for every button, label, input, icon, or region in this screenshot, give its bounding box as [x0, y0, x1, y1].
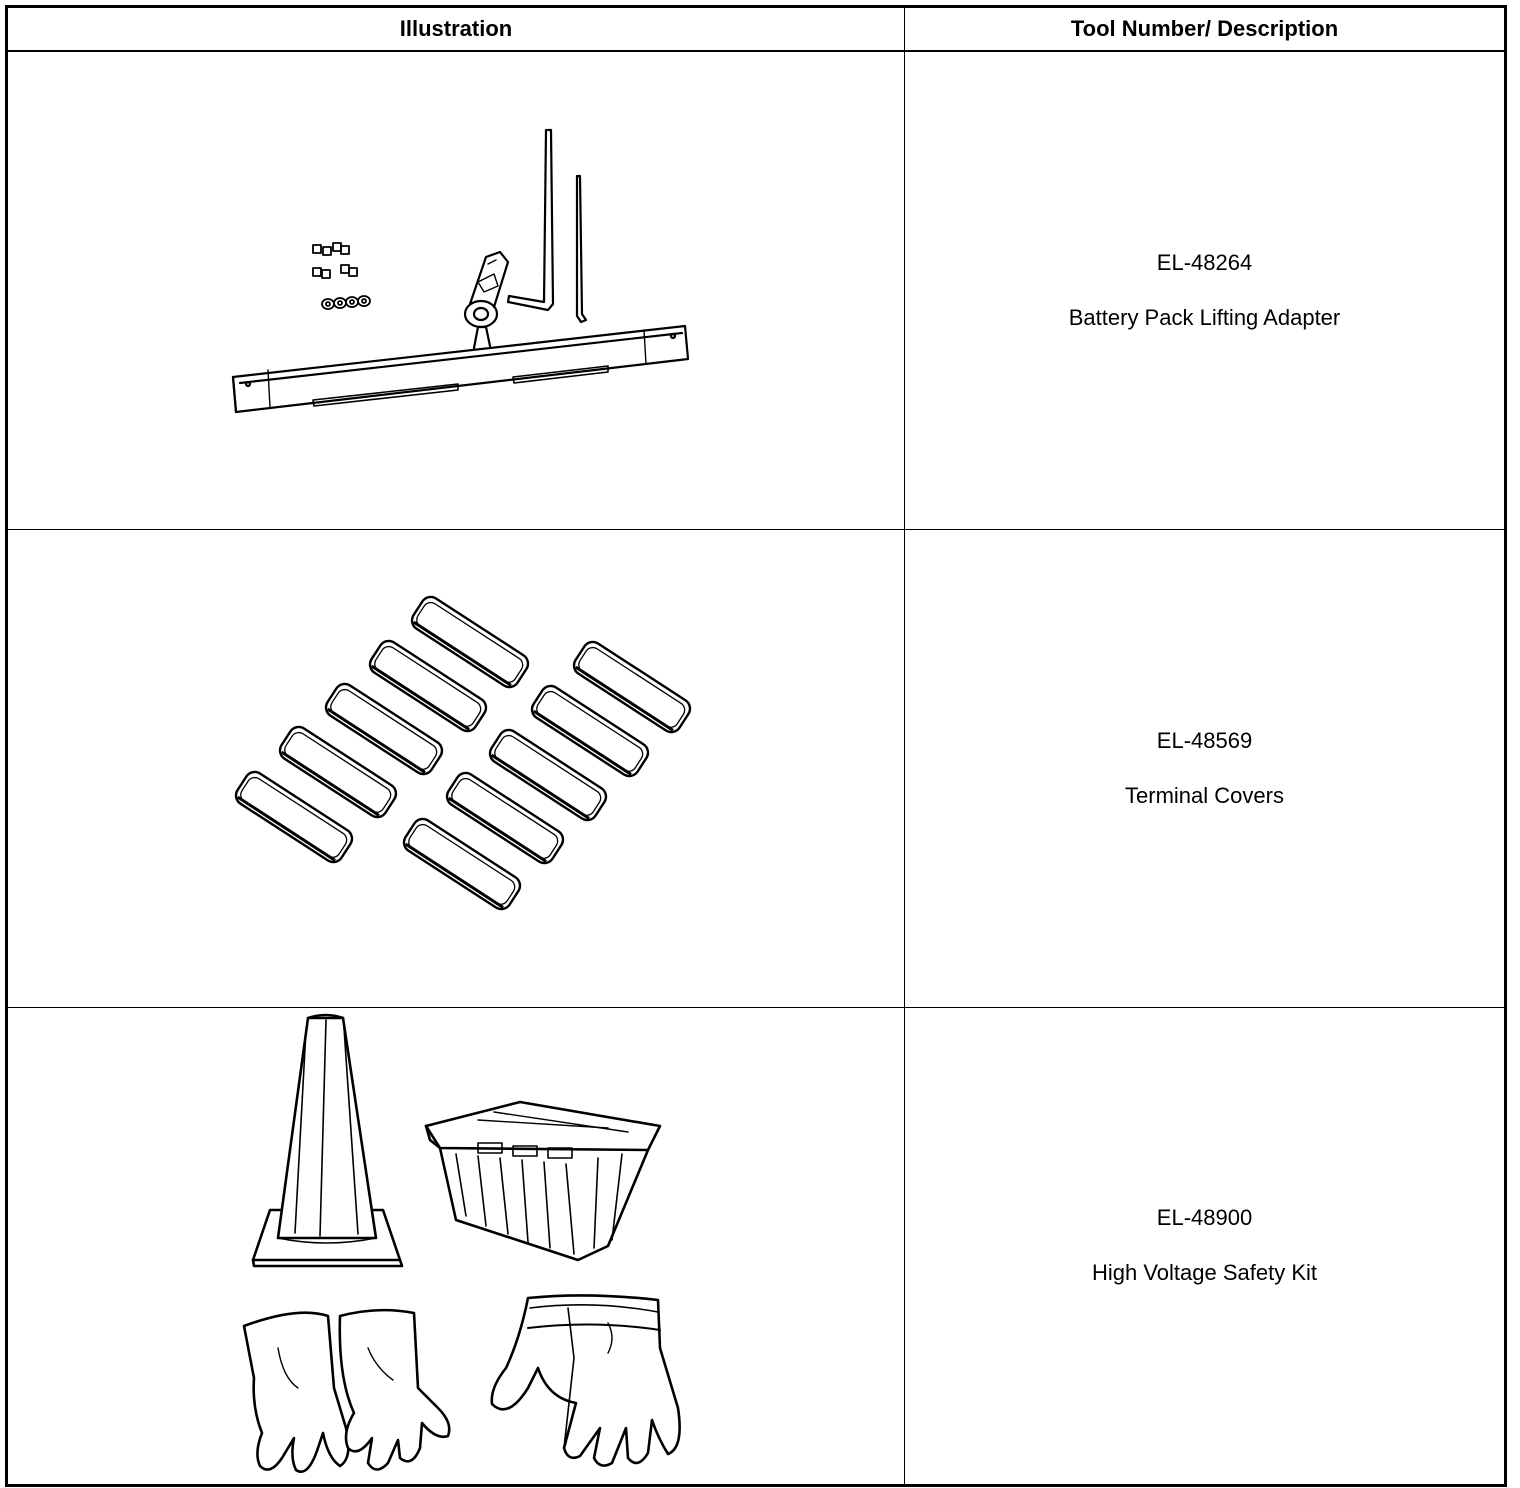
leather-gloves-icon [492, 1295, 680, 1465]
rubber-gloves-icon [244, 1310, 449, 1472]
header-row [7, 7, 1506, 52]
tool-number: EL-48264 [1156, 249, 1253, 275]
tool-description: High Voltage Safety Kit [1091, 1260, 1318, 1285]
table-row [7, 1007, 1506, 1485]
storage-tote-icon [426, 1102, 660, 1260]
safety-kit-illustration [8, 1008, 906, 1486]
illustration-cell [7, 1007, 905, 1485]
tool-table [5, 5, 1507, 1487]
header-tool-description: Tool Number/ Description [905, 7, 1506, 52]
header-illustration: Illustration [7, 7, 905, 52]
table-row [7, 51, 1506, 529]
tool-number: EL-48900 [1156, 1205, 1253, 1230]
tool-number: EL-48569 [1156, 727, 1253, 753]
description-cell [905, 1007, 1506, 1485]
tool-description: Battery Pack Lifting Adapter [1068, 304, 1341, 330]
lifting-adapter-illustration [8, 52, 906, 530]
illustration-cell [7, 529, 905, 1007]
description-cell [905, 529, 1506, 1007]
terminal-covers-illustration [8, 530, 906, 1008]
description-cell [905, 51, 1506, 529]
illustration-cell [7, 51, 905, 529]
traffic-cone-icon [253, 1015, 402, 1266]
table-row [7, 529, 1506, 1007]
tool-description: Terminal Covers [1125, 782, 1284, 808]
